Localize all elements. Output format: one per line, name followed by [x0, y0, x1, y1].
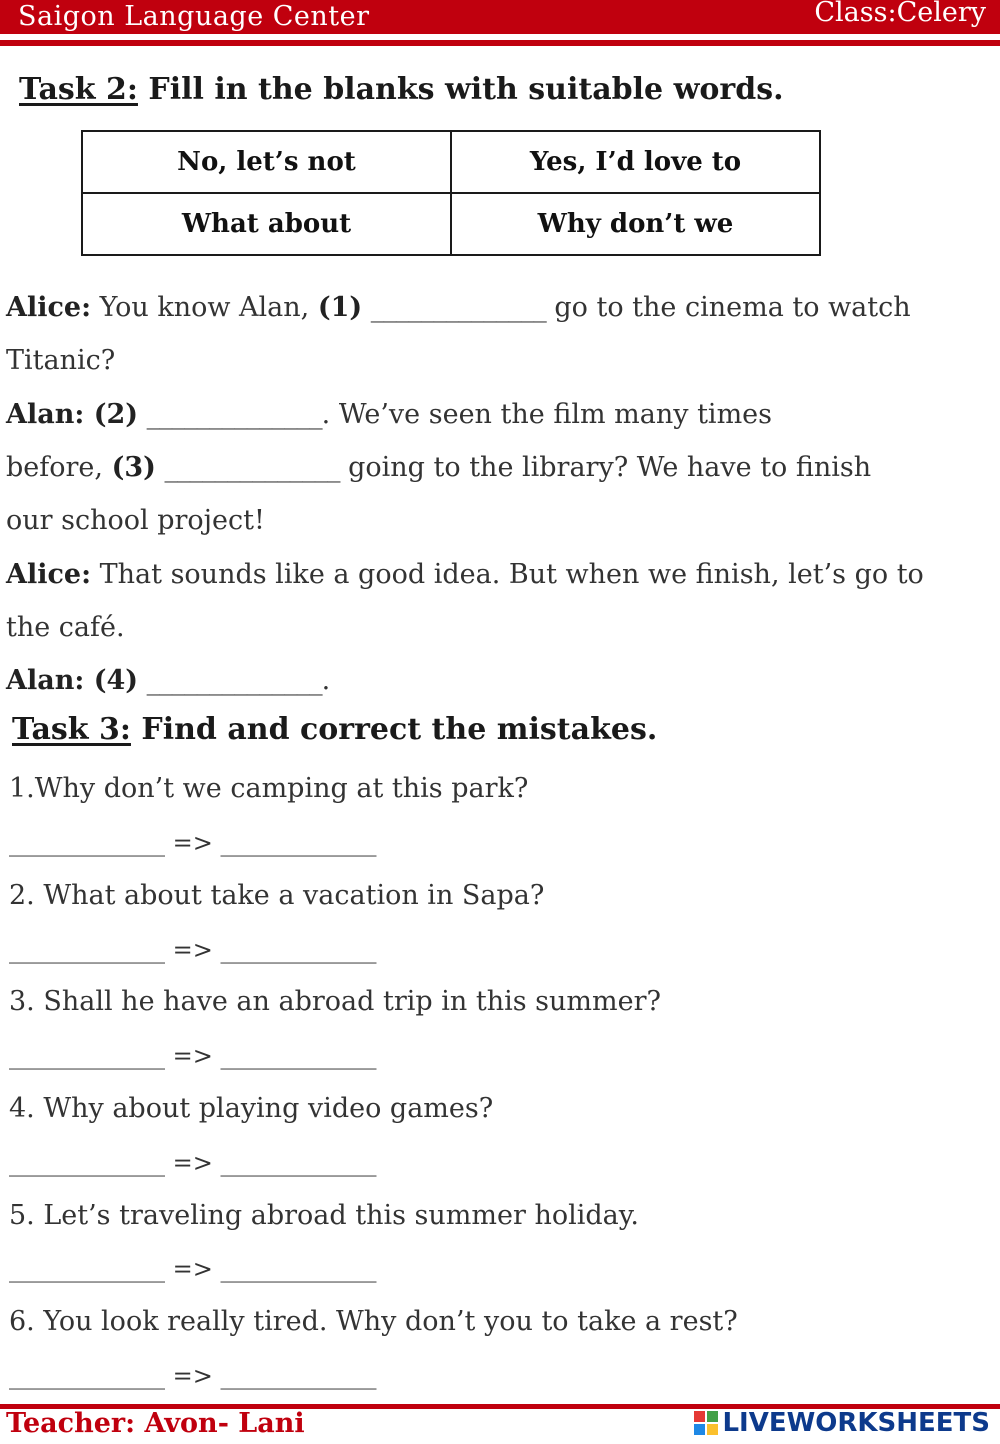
speaker-alan: Alan: — [6, 665, 85, 696]
dialogue-text: the café. — [6, 612, 125, 643]
blank-1[interactable]: ______________ — [370, 292, 546, 323]
mistake-item-6: 6. You look really tired. Why don’t you to take a rest? — [9, 1306, 738, 1337]
dialogue-text: You know Alan, — [91, 292, 318, 323]
dialogue-line-6 — [6, 555, 924, 595]
logo-text: LIVEWORKSHEETS — [722, 1408, 990, 1438]
dialogue-text: That sounds like a good idea. But when we finish, let’s go to — [91, 559, 924, 590]
header-bar — [0, 0, 1000, 34]
answer-line-1[interactable]: _____________ => _____________ — [9, 829, 377, 857]
phrase-table — [81, 130, 821, 256]
mistake-item-3: 3. Shall he have an abroad trip in this summer? — [9, 986, 661, 1017]
mistake-item-5: 5. Let’s traveling abroad this summer holiday. — [9, 1200, 640, 1231]
blank-3[interactable]: ______________ — [164, 452, 340, 483]
class-label: Class:Celery — [814, 0, 986, 28]
dialogue-text: before, — [6, 452, 112, 483]
task2-heading — [19, 72, 784, 107]
dialogue-text: our school project! — [6, 505, 265, 536]
speaker-alan: Alan: — [6, 399, 85, 430]
phrase-cell: Why don’t we — [451, 193, 820, 255]
liveworksheets-logo[interactable] — [694, 1408, 990, 1438]
mistake-item-2: 2. What about take a vacation in Sapa? — [9, 880, 545, 911]
dialogue-text: Titanic? — [6, 345, 116, 376]
dialogue-line-5 — [6, 501, 265, 541]
task2-instruction: Fill in the blanks with suitable words. — [137, 72, 784, 107]
phrase-cell: What about — [82, 193, 451, 255]
mistake-item-1: 1.Why don’t we camping at this park? — [9, 773, 529, 804]
teacher-name: Teacher: Avon- Lani — [6, 1408, 305, 1439]
answer-line-6[interactable]: _____________ => _____________ — [9, 1362, 377, 1390]
dialogue-line-7 — [6, 608, 125, 648]
task2-number: Task 2: — [19, 72, 138, 107]
blank-4[interactable]: ______________ — [146, 665, 322, 696]
blank-number-4: (4) — [84, 665, 139, 696]
school-name: Saigon Language Center — [18, 1, 370, 32]
answer-line-2[interactable]: _____________ => _____________ — [9, 936, 377, 964]
phrase-cell: Yes, I’d love to — [451, 131, 820, 193]
dialogue-text: . — [321, 665, 331, 696]
dialogue-text: going to the library? We have to finish — [339, 452, 872, 483]
speaker-alice: Alice: — [6, 292, 92, 323]
phrase-cell: No, let’s not — [82, 131, 451, 193]
dialogue-line-1 — [6, 288, 911, 328]
blank-2[interactable]: ______________ — [146, 399, 322, 430]
task3-instruction: Find and correct the mistakes. — [130, 712, 658, 747]
dialogue-text: go to the cinema to watch — [545, 292, 911, 323]
task3-heading — [12, 712, 657, 747]
answer-line-3[interactable]: _____________ => _____________ — [9, 1042, 377, 1070]
dialogue-text: . We’ve seen the film many times — [321, 399, 773, 430]
dialogue-line-2 — [6, 341, 115, 381]
mistake-item-4: 4. Why about playing video games? — [9, 1093, 494, 1124]
dialogue-line-8 — [6, 661, 330, 701]
header-divider — [0, 40, 1000, 46]
liveworksheets-logo-icon — [694, 1411, 718, 1435]
blank-number-3: (3) — [111, 452, 156, 483]
answer-line-4[interactable]: _____________ => _____________ — [9, 1149, 377, 1177]
speaker-alice: Alice: — [6, 559, 92, 590]
task3-number: Task 3: — [12, 712, 131, 747]
dialogue-line-3 — [6, 395, 772, 435]
blank-number-2: (2) — [84, 399, 139, 430]
dialogue-line-4 — [6, 448, 871, 488]
answer-line-5[interactable]: _____________ => _____________ — [9, 1255, 377, 1283]
blank-number-1: (1) — [317, 292, 363, 323]
